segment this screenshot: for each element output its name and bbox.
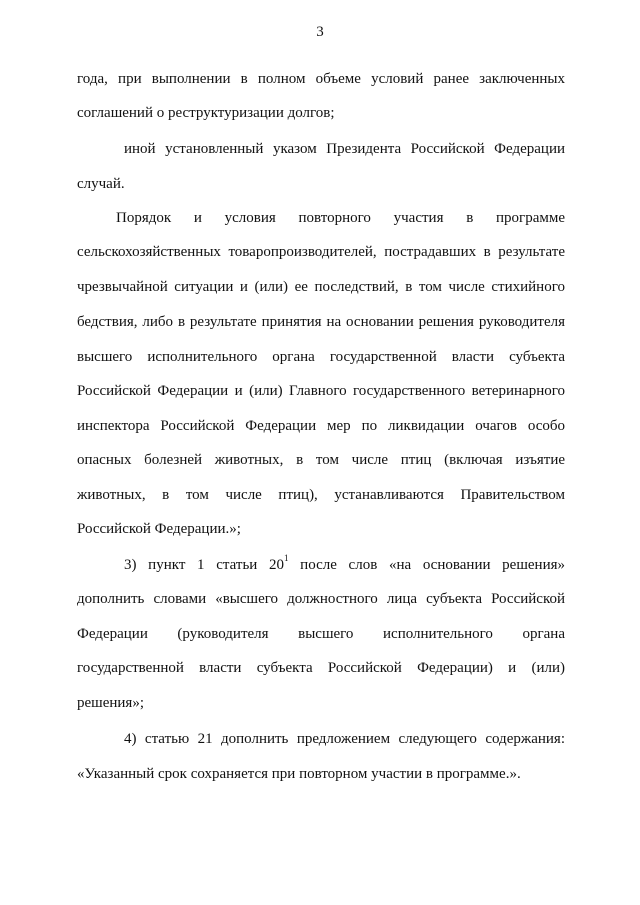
text-line: соглашений о реструктуризации долгов; — [77, 105, 335, 121]
text-line: иной установленный указом Президента Российской Федерации — [124, 141, 565, 157]
text-line: высшего исполнительного органа государственной власти субъекта — [77, 349, 565, 365]
text-line: 4) статью 21 дополнить предложением следующего содержания: — [124, 731, 565, 747]
text-line: Федерации (руководителя высшего исполнительного органа — [77, 626, 565, 642]
text-line: года, при выполнении в полном объеме условий ранее заключенных — [77, 71, 565, 87]
superscript: 1 — [284, 553, 289, 563]
text-line: случай. — [77, 176, 125, 192]
text-line: опасных болезней животных, в том числе птиц (включая изъятие — [77, 452, 565, 468]
text-line: Порядок и условия повторного участия в программе — [116, 210, 565, 226]
text-line: Российской Федерации.»; — [77, 521, 241, 537]
text-line: бедствия, либо в результате принятия на основании решения руководителя — [77, 314, 565, 330]
text-line: решения»; — [77, 695, 144, 711]
text-line: сельскохозяйственных товаропроизводителей, пострадавших в результате — [77, 244, 565, 260]
text-line: инспектора Российской Федерации мер по ликвидации очагов особо — [77, 418, 565, 434]
text-line: дополнить словами «высшего должностного лица субъекта Российской — [77, 591, 565, 607]
text-line: чрезвычайной ситуации и (или) ее последствий, в том числе стихийного — [77, 279, 565, 295]
page-number: 3 — [316, 24, 324, 40]
text-line: животных, в том числе птиц), устанавливаются Правительством — [77, 487, 565, 503]
text-line: государственной власти субъекта Российской Федерации) и (или) — [77, 660, 565, 676]
text-fragment: после слов «на основании решения» — [288, 557, 565, 573]
text-line: Российской Федерации и (или) Главного государственного ветеринарного — [77, 383, 565, 399]
text-line: «Указанный срок сохраняется при повторном участии в программе.». — [77, 766, 521, 782]
text-fragment: 3) пункт 1 статьи 20 — [124, 557, 284, 573]
text-line — [124, 553, 565, 574]
